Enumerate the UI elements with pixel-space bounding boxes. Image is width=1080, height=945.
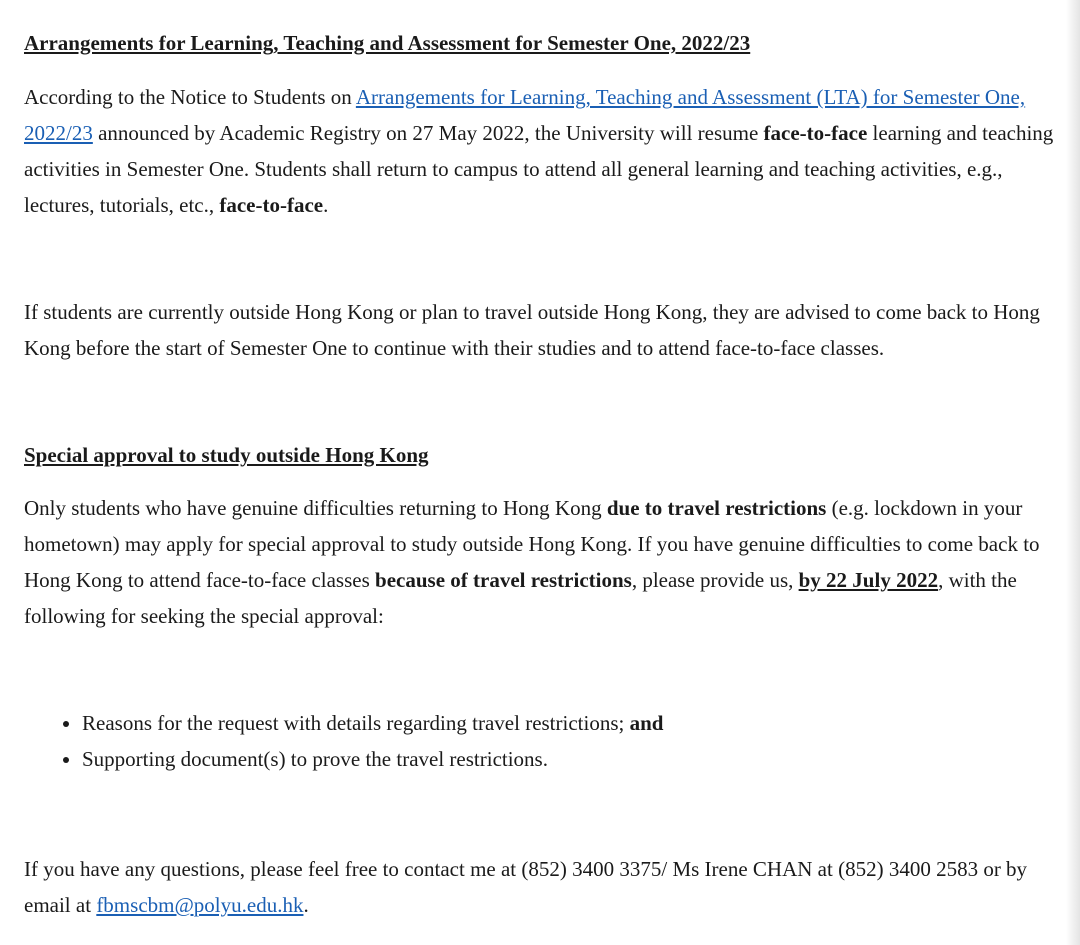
edge-shadow (1066, 0, 1080, 945)
paragraph-contact (24, 851, 1064, 923)
lta-notice-link[interactable]: Arrangements for Learning, Teaching and Assessment (LTA) for Semester One, 2022/23 (24, 85, 1026, 145)
paragraph-special-approval (24, 490, 1064, 634)
approval-text: , please provide us, (631, 568, 799, 592)
requirements-list (24, 705, 1080, 777)
emphasis-travel-restrictions: because of travel restrictions (375, 568, 632, 592)
emphasis-travel-restrictions: due to travel restrictions (606, 496, 827, 520)
paragraph-lta-notice (24, 79, 1064, 223)
approval-text: (e.g. lockdown in your hometown) may apply for special approval to study outside Hong Kong. If you have genuine difficulties to come back to Hong Kong to attend face-to-face classes (24, 496, 1040, 592)
para1-text: According to the Notice to Students on (24, 85, 356, 109)
para1-text: . (323, 193, 329, 217)
paragraph-travel-advice: If students are currently outside Hong Kong or plan to travel outside Hong Kong, they are advised to come back to Hong Kong before the start of Semester One to continue with their studies and to attend face-to-face classes. (24, 300, 1040, 360)
section-heading-arrangements: Arrangements for Learning, Teaching and Assessment for Semester One, 2022/23 (24, 31, 751, 55)
section-heading-special-approval: Special approval to study outside Hong Kong (24, 443, 429, 467)
list-item (82, 741, 1080, 777)
para1-text: announced by Academic Registry on 27 May 2022, the University will resume (92, 121, 764, 145)
list-item-and: and (629, 711, 664, 735)
list-item-text: Supporting document(s) to prove the travel restrictions. (82, 747, 548, 771)
email-link[interactable]: fbmscbm@polyu.edu.hk (96, 893, 304, 917)
contact-text: . (303, 893, 309, 917)
list-item (82, 705, 1080, 741)
deadline-date: by 22 July 2022 (798, 568, 939, 592)
emphasis-face-to-face: face-to-face (763, 121, 868, 145)
approval-text: Only students who have genuine difficulties returning to Hong Kong (24, 496, 607, 520)
list-item-text: Reasons for the request with details regarding travel restrictions; (82, 711, 630, 735)
approval-text: , with the following for seeking the special approval: (24, 568, 1017, 628)
emphasis-face-to-face: face-to-face (219, 193, 324, 217)
contact-text: If you have any questions, please feel free to contact me at (852) 3400 3375/ Ms Irene CHAN at (852) 3400 2583 or by email at (24, 857, 1028, 917)
para1-text: learning and teaching activities in Semester One. Students shall return to campus to attend all general learning and teaching activities, e.g., lectures, tutorials, etc., (24, 121, 1054, 217)
